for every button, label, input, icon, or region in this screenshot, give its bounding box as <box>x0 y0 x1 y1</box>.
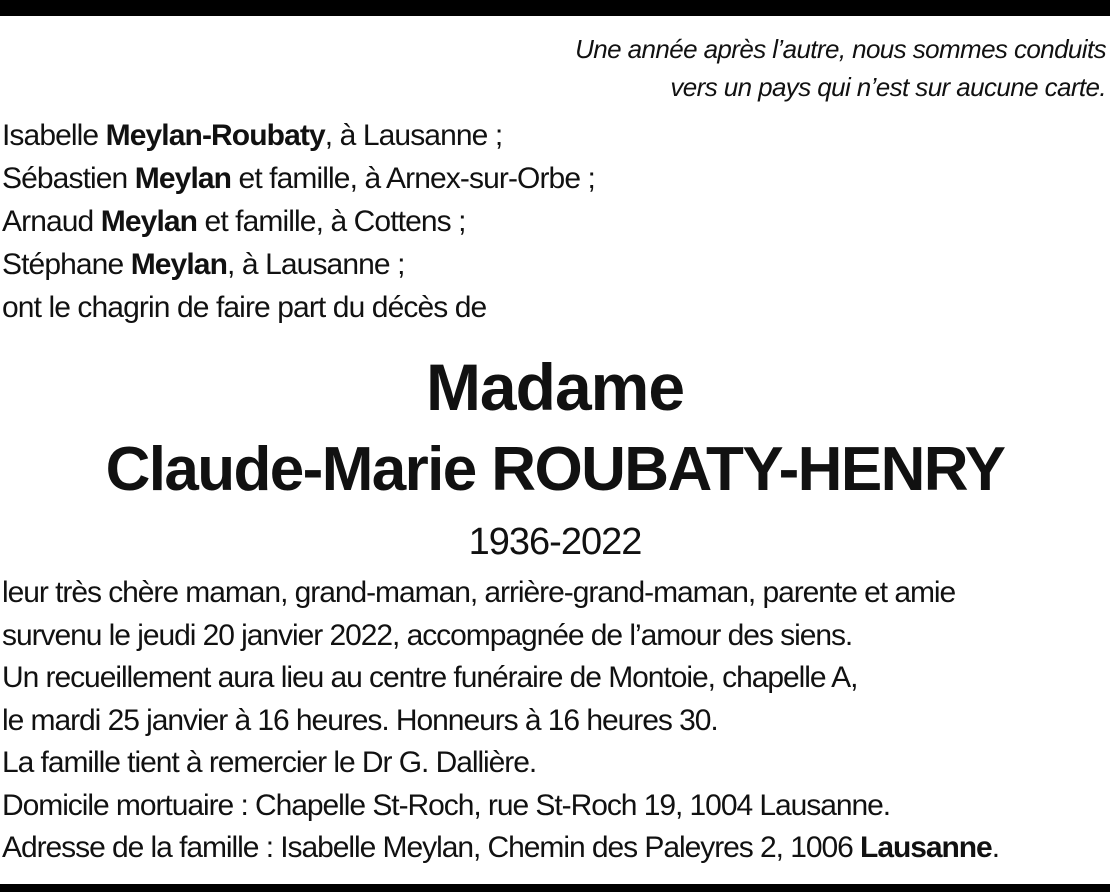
family-list <box>2 114 595 329</box>
family-address <box>2 827 999 870</box>
family-last-name: Meylan <box>134 162 232 195</box>
family-last-name: Meylan <box>130 248 227 281</box>
family-line-2 <box>2 157 595 200</box>
family-line-4 <box>2 243 595 286</box>
family-first-name: Stéphane <box>2 248 131 281</box>
family-location: et famille, à Cottens ; <box>197 205 466 238</box>
deceased-years: 1936-2022 <box>468 521 642 563</box>
deceased-name: Claude-Marie ROUBATY-HENRY <box>105 435 1005 504</box>
family-last-name: Meylan-Roubaty <box>105 119 325 152</box>
family-last-name: Meylan <box>100 205 198 238</box>
address-suffix: . <box>991 831 999 864</box>
epigraph-quote <box>106 30 1106 106</box>
bottom-rule <box>0 884 1110 892</box>
announce-line: ont le chagrin de faire part du décès de <box>2 291 487 324</box>
notice-body <box>2 572 999 870</box>
family-line-3 <box>2 200 595 243</box>
quote-line-2: vers un pays qui n’est sur aucune carte. <box>670 72 1106 102</box>
family-location: et famille, à Arnex-sur-Orbe ; <box>231 162 595 195</box>
address-city: Lausanne <box>860 831 992 864</box>
body-line: Un recueillement aura lieu au centre funéraire de Montoie, chapelle A, <box>2 661 858 694</box>
family-first-name: Arnaud <box>2 205 101 238</box>
body-line: leur très chère maman, grand-maman, arrière-grand-maman, parente et amie <box>2 576 956 609</box>
body-line: La famille tient à remercier le Dr G. Dallière. <box>2 746 537 779</box>
family-location: , à Lausanne ; <box>324 119 503 152</box>
deceased-title: Madame <box>425 350 685 424</box>
address-text: Adresse de la famille : Isabelle Meylan, Chemin des Paleyres 2, 1006 <box>2 831 861 864</box>
family-line-1 <box>2 114 595 157</box>
family-first-name: Isabelle <box>2 119 106 152</box>
body-line: survenu le jeudi 20 janvier 2022, accompagnée de l’amour des siens. <box>2 618 853 652</box>
family-first-name: Sébastien <box>2 162 135 195</box>
body-line: le mardi 25 janvier à 16 heures. Honneurs à 16 heures 30. <box>2 703 718 737</box>
family-location: , à Lausanne ; <box>227 248 405 281</box>
body-line: Domicile mortuaire : Chapelle St-Roch, rue St-Roch 19, 1004 Lausanne. <box>2 788 891 822</box>
quote-line-1: Une année après l’autre, nous sommes conduits <box>575 34 1106 64</box>
top-rule <box>0 0 1110 16</box>
